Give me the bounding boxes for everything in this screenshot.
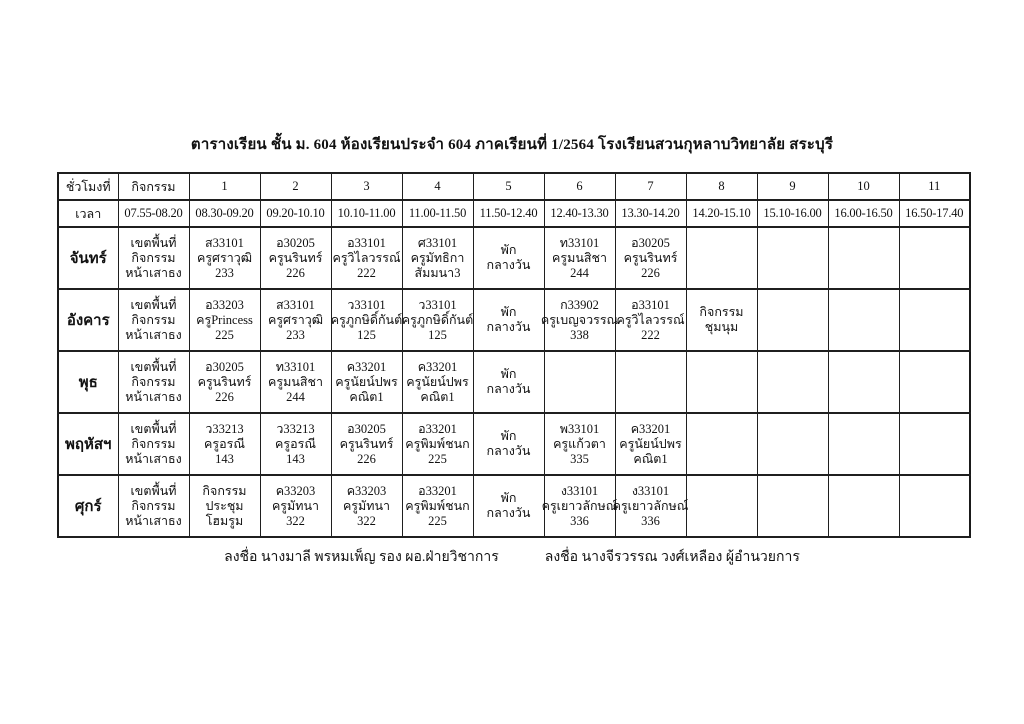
cell-line: ครูวิไลวรรณ์ [332,250,401,265]
time-range: 09.20-10.10 [260,200,331,227]
cell-line: ครูพิมพ์ชนก [405,498,470,513]
cell-line: ครูอรณี [204,436,245,451]
cell-line: ค33201 [346,359,387,374]
schedule-cell [118,475,189,537]
cell-line: ครูศราวุฒิ [267,312,324,327]
schedule-cell [615,227,686,289]
schedule-cell [544,351,615,413]
period-number: 10 [828,173,899,200]
cell-line: พ33101 [559,421,600,436]
cell-line: 226 [641,265,660,280]
schedule-cell [331,289,402,351]
schedule-cell [899,227,970,289]
cell-line: คณิต1 [420,389,455,404]
schedule-cell [402,351,473,413]
day-row [58,289,970,351]
cell-line: คณิต1 [633,451,668,466]
day-row [58,475,970,537]
cell-line: ครูแก้วตา [553,436,606,451]
cell-line: 244 [570,265,589,280]
cell-line: สัมมนา3 [414,265,461,280]
cell-line: ครูมัทนา [271,498,320,513]
cell-line: เขตพื้นที่ [130,483,177,498]
cell-line: กิจกรรม [131,498,176,513]
cell-line: 226 [286,265,305,280]
time-range: 11.00-11.50 [402,200,473,227]
schedule-cell [189,227,260,289]
schedule-cell [612,475,689,537]
cell-line: อ30205 [276,235,315,250]
cell-line: 143 [215,451,234,466]
schedule-cell [757,227,828,289]
cell-line: 222 [357,265,376,280]
cell-line: ครูศราวุฒิ [196,250,253,265]
cell-line: 125 [357,327,376,342]
cell-line: ค33203 [275,483,316,498]
schedule-cell [899,351,970,413]
schedule-cell [615,413,686,475]
cell-line: 125 [428,327,447,342]
cell-line: กิจกรรม [131,250,176,265]
cell-line: ง33101 [631,483,670,498]
time-range: 10.10-11.00 [331,200,402,227]
time-header-row [58,200,970,227]
period-number: 1 [189,173,260,200]
cell-line: ว33101 [347,297,386,312]
cell-line: ครูนัยน์ปพร [619,436,682,451]
schedule-cell [189,289,260,351]
cell-line: อ33201 [418,483,457,498]
cell-line: พัก [500,305,517,319]
schedule-cell [828,475,899,537]
cell-line: ครูมัทนา [342,498,391,513]
cell-line: 338 [570,327,589,342]
period-number: 11 [899,173,970,200]
cell-line: อ33201 [418,421,457,436]
time-range: 07.55-08.20 [118,200,189,227]
cell-line: ง33101 [560,483,599,498]
schedule-cell [828,413,899,475]
cell-line: 335 [570,451,589,466]
time-range: 15.10-16.00 [757,200,828,227]
schedule-cell [544,227,615,289]
cell-line: ครูนัยน์ปพร [335,374,398,389]
cell-line: ครูเยาวลักษณ์ [541,498,618,513]
cell-line: 336 [641,513,660,528]
period-number: 3 [331,173,402,200]
cell-line: กิจกรรม [131,374,176,389]
schedule-cell [615,351,686,413]
signature-right: ลงชื่อ นางจีรวรรณ วงศ์เหลือง ผู้อำนวยการ [544,550,800,565]
activity-header-label: กิจกรรม [118,173,189,200]
cell-line: 226 [357,451,376,466]
cell-line: ครูนรินทร์ [339,436,394,451]
schedule-cell [473,413,544,475]
schedule-cell [118,227,189,289]
cell-line: 143 [286,451,305,466]
cell-line: 336 [570,513,589,528]
cell-line: ครูPrincess [196,312,253,327]
schedule-cell [473,289,544,351]
schedule-cell [757,475,828,537]
schedule-cell [757,289,828,351]
cell-line: พัก [500,243,517,257]
cell-line: ครูอรณี [275,436,316,451]
schedule-cell [402,413,473,475]
cell-line: คณิต1 [349,389,384,404]
schedule-cell [686,289,757,351]
schedule-cell [828,227,899,289]
schedule-cell [189,475,260,537]
cell-line: 322 [357,513,376,528]
page-title: ตารางเรียน ชั้น ม. 604 ห้องเรียนประจำ 604 ภาคเรียนที่ 1/2564 โรงเรียนสวนกุหลาบวิทยาลัย สระบุรี [190,137,834,153]
cell-line: ส33101 [205,235,244,250]
signature-left: ลงชื่อ นางมาลี พรหมเพ็ญ รอง ผอ.ฝ่ายวิชาการ [224,550,499,565]
schedule-cell [540,289,619,351]
cell-line: กิจกรรม [699,305,744,319]
schedule-cell [331,227,402,289]
time-range: 13.30-14.20 [615,200,686,227]
period-number: 4 [402,173,473,200]
time-range: 11.50-12.40 [473,200,544,227]
cell-line: อ33101 [631,297,670,312]
cell-line: 233 [215,265,234,280]
cell-line: กิจกรรม [202,483,247,498]
cell-line: หน้าเสาธง [125,327,182,342]
cell-line: ศ33101 [417,235,458,250]
cell-line: กลางวัน [486,506,531,520]
time-header-label: เวลา [58,200,118,227]
cell-line: โฮมรูม [205,513,244,528]
schedule-cell [473,475,544,537]
cell-line: พัก [500,367,517,381]
schedule-cell [331,475,402,537]
schedule-cell [331,351,402,413]
cell-line: กลางวัน [486,382,531,396]
cell-line: พัก [500,429,517,443]
period-number: 6 [544,173,615,200]
schedule-cell [402,475,473,537]
schedule-cell [402,289,473,351]
cell-line: 322 [286,513,305,528]
cell-line: ว33101 [418,297,457,312]
cell-line: ว33213 [205,421,244,436]
period-number: 9 [757,173,828,200]
period-number: 8 [686,173,757,200]
cell-line: ครูนรินทร์ [268,250,323,265]
day-row [58,351,970,413]
schedule-cell [899,289,970,351]
period-header-label: ชั่วโมงที่ [58,173,118,200]
schedule-cell [331,413,402,475]
schedule-cell [686,351,757,413]
day-row [58,227,970,289]
cell-line: กลางวัน [486,444,531,458]
time-range: 14.20-15.10 [686,200,757,227]
cell-line: 233 [286,327,305,342]
cell-line: กลางวัน [486,320,531,334]
time-range: 08.30-09.20 [189,200,260,227]
schedule-cell [757,351,828,413]
cell-line: อ33101 [347,235,386,250]
cell-line: อ30205 [347,421,386,436]
schedule-cell [189,413,260,475]
cell-line: เขตพื้นที่ [130,359,177,374]
cell-line: หน้าเสาธง [125,389,182,404]
cell-line: หน้าเสาธง [125,451,182,466]
cell-line: 244 [286,389,305,404]
cell-line: อ33203 [205,297,244,312]
schedule-cell [118,413,189,475]
cell-line: กิจกรรม [131,436,176,451]
cell-line: 225 [215,327,234,342]
schedule-cell [757,413,828,475]
schedule-cell [118,289,189,351]
schedule-cell [541,475,618,537]
cell-line: 226 [215,389,234,404]
cell-line: 225 [428,451,447,466]
schedule-cell [260,351,331,413]
schedule-cell [118,351,189,413]
cell-line: ท33101 [275,359,316,374]
schedule-cell [402,227,473,289]
period-number: 5 [473,173,544,200]
cell-line: กลางวัน [486,258,531,272]
cell-line: อ30205 [631,235,670,250]
schedule-cell [828,351,899,413]
signature-line [0,546,1024,568]
cell-line: กิจกรรม [131,312,176,327]
schedule-cell [544,413,615,475]
cell-line: ครูนัยน์ปพร [406,374,469,389]
schedule-cell [899,413,970,475]
time-range: 16.50-17.40 [899,200,970,227]
cell-line: ประชุม [205,498,244,513]
cell-line: ครูเยาวลักษณ์ [612,498,689,513]
schedule-cell [260,475,331,537]
cell-line: ค33203 [346,483,387,498]
schedule-cell [260,227,331,289]
cell-line: หน้าเสาธง [125,513,182,528]
cell-line: ครูนรินทร์ [197,374,252,389]
cell-line: ชุมนุม [704,320,739,334]
timetable [57,172,971,538]
cell-line: เขตพื้นที่ [130,297,177,312]
cell-line: เขตพื้นที่ [130,421,177,436]
cell-line: ครูมนสิชา [268,374,323,389]
cell-line: หน้าเสาธง [125,265,182,280]
schedule-cell [686,227,757,289]
cell-line: 225 [428,513,447,528]
cell-line: ครูวิไลวรรณ์ [616,312,685,327]
cell-line: ครูภูกษิดิ์กันต์ [330,312,403,327]
schedule-cell [686,475,757,537]
day-label: อังคาร [58,289,118,351]
day-row [58,413,970,475]
period-number: 2 [260,173,331,200]
cell-line: เขตพื้นที่ [130,235,177,250]
period-number: 7 [615,173,686,200]
day-label: พฤหัสฯ [58,413,118,475]
schedule-cell [260,413,331,475]
schedule-cell [828,289,899,351]
cell-line: ครูพิมพ์ชนก [405,436,470,451]
period-header-row [58,173,970,200]
schedule-cell [260,289,331,351]
time-range: 12.40-13.30 [544,200,615,227]
cell-line: ครูมัทธิกา [410,250,465,265]
cell-line: อ30205 [205,359,244,374]
day-label: จันทร์ [58,227,118,289]
schedule-cell [615,289,686,351]
schedule-cell [473,351,544,413]
time-range: 16.00-16.50 [828,200,899,227]
schedule-cell [473,227,544,289]
cell-line: ค33201 [417,359,458,374]
cell-line: 222 [641,327,660,342]
cell-line: ค33201 [630,421,671,436]
day-label: ศุกร์ [58,475,118,537]
cell-line: ครูนรินทร์ [623,250,678,265]
cell-line: ท33101 [559,235,600,250]
schedule-cell [189,351,260,413]
schedule-cell [899,475,970,537]
cell-line: ครูภูกษิดิ์กันต์ [401,312,474,327]
cell-line: ว33213 [276,421,315,436]
cell-line: ครูเบญจวรรณ [540,312,619,327]
cell-line: พัก [500,491,517,505]
day-label: พุธ [58,351,118,413]
schedule-cell [686,413,757,475]
cell-line: ส33101 [276,297,315,312]
cell-line: ก33902 [560,297,599,312]
cell-line: ครูมนสิชา [552,250,607,265]
